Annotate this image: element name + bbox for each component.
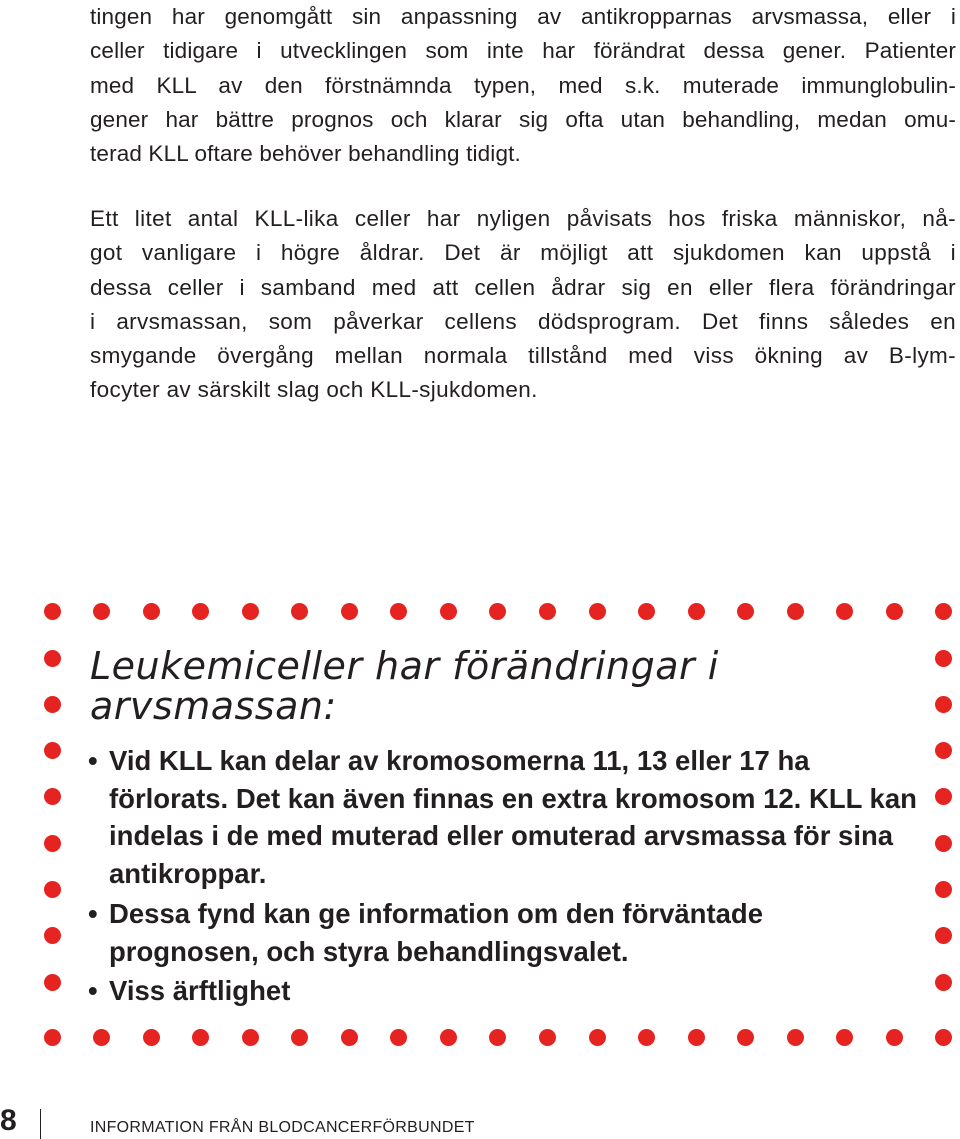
- border-dot: [390, 1029, 407, 1046]
- title-line: arvsmassan:: [90, 684, 337, 728]
- text-line: got vanligare i högre åldrar. Det är möjligt att sjukdomen kan uppstå i: [90, 240, 956, 266]
- border-dot: [44, 742, 61, 759]
- text-line: focyter av särskilt slag och KLL-sjukdomen.: [90, 377, 538, 403]
- list-item: [88, 895, 918, 970]
- border-dot: [935, 788, 952, 805]
- border-dot: [737, 1029, 754, 1046]
- border-dot: [93, 603, 110, 620]
- border-dot: [935, 742, 952, 759]
- border-dot: [143, 1029, 160, 1046]
- border-dot: [44, 881, 61, 898]
- border-dot: [688, 1029, 705, 1046]
- border-dot: [688, 603, 705, 620]
- fact-box-title: [90, 646, 719, 726]
- border-dot: [341, 1029, 358, 1046]
- border-dot: [935, 650, 952, 667]
- border-dot: [44, 603, 61, 620]
- border-dot: [93, 1029, 110, 1046]
- border-dot: [935, 696, 952, 713]
- border-dot: [44, 1029, 61, 1046]
- border-dot: [390, 603, 407, 620]
- border-dot: [638, 603, 655, 620]
- border-dot: [589, 603, 606, 620]
- border-dot: [737, 603, 754, 620]
- text-line: dessa celler i samband med att cellen ådrar sig en eller flera förändringar: [90, 274, 956, 300]
- text-line: Ett litet antal KLL-lika celler har nyligen påvisats hos friska människor, nå-: [90, 206, 956, 231]
- border-dot: [489, 603, 506, 620]
- border-dot: [44, 650, 61, 667]
- border-dot: [192, 1029, 209, 1046]
- fact-box-list: [88, 742, 918, 1012]
- border-dot: [291, 1029, 308, 1046]
- border-dot: [192, 603, 209, 620]
- border-dot: [242, 1029, 259, 1046]
- list-item: [88, 972, 918, 1010]
- text-line: gener har bättre prognos och klarar sig ofta utan behandling, medan omu-: [90, 106, 956, 132]
- border-dot: [489, 1029, 506, 1046]
- text-line: med KLL av den förstnämnda typen, med s.k. muterade immunglobulin-: [90, 72, 956, 98]
- page-number: 8: [0, 1104, 17, 1137]
- list-item-text: Viss ärftlighet: [109, 975, 291, 1007]
- border-dot: [836, 1029, 853, 1046]
- text-line: tingen har genomgått sin anpassning av antikropparnas arvsmassa, eller i: [90, 4, 956, 29]
- border-dot: [886, 603, 903, 620]
- list-item: [88, 742, 918, 893]
- body-paragraph-2: [90, 202, 956, 408]
- border-dot: [143, 603, 160, 620]
- border-dot: [44, 835, 61, 852]
- footer-publication: INFORMATION FRÅN BLODCANCERFÖRBUNDET: [90, 1119, 475, 1136]
- bullet-icon: •: [88, 745, 98, 776]
- border-dot: [242, 603, 259, 620]
- border-dot: [341, 603, 358, 620]
- footer-divider: [40, 1109, 41, 1139]
- border-dot: [935, 974, 952, 991]
- text-line: i arvsmassan, som påverkar cellens dödsprogram. Det finns således en: [90, 308, 956, 334]
- text-line: celler tidigare i utvecklingen som inte har förändrat dessa gener. Patienter: [90, 38, 956, 64]
- border-dot: [539, 1029, 556, 1046]
- border-dot: [886, 1029, 903, 1046]
- border-dot: [787, 603, 804, 620]
- list-item-text: Dessa fynd kan ge information om den förväntade prognosen, och styra behandlingsvalet.: [109, 897, 764, 967]
- title-line: Leukemiceller har förändringar i: [90, 644, 719, 688]
- border-dot: [935, 603, 952, 620]
- list-item-text: Vid KLL kan delar av kromosomerna 11, 13 eller 17 ha förlorats. Det kan även finnas en extra kromosom 12. KLL kan indelas i de med muterad eller omuterad arvsmassa för sina antikroppar.: [109, 745, 917, 890]
- border-dot: [589, 1029, 606, 1046]
- border-dot: [440, 603, 457, 620]
- border-dot: [44, 696, 61, 713]
- border-dot: [787, 1029, 804, 1046]
- border-dot: [44, 974, 61, 991]
- text-line: smygande övergång mellan normala tillstånd med viss ökning av B-lym-: [90, 343, 956, 369]
- bullet-icon: •: [88, 897, 98, 929]
- text-line: terad KLL oftare behöver behandling tidigt.: [90, 141, 521, 167]
- border-dot: [638, 1029, 655, 1046]
- body-paragraph-1: [90, 0, 956, 171]
- border-dot: [291, 603, 308, 620]
- border-dot: [935, 927, 952, 944]
- bullet-icon: •: [88, 975, 98, 1007]
- border-dot: [935, 881, 952, 898]
- border-dot: [440, 1029, 457, 1046]
- border-dot: [44, 927, 61, 944]
- border-dot: [935, 1029, 952, 1046]
- border-dot: [836, 603, 853, 620]
- border-dot: [539, 603, 556, 620]
- border-dot: [935, 835, 952, 852]
- border-dot: [44, 788, 61, 805]
